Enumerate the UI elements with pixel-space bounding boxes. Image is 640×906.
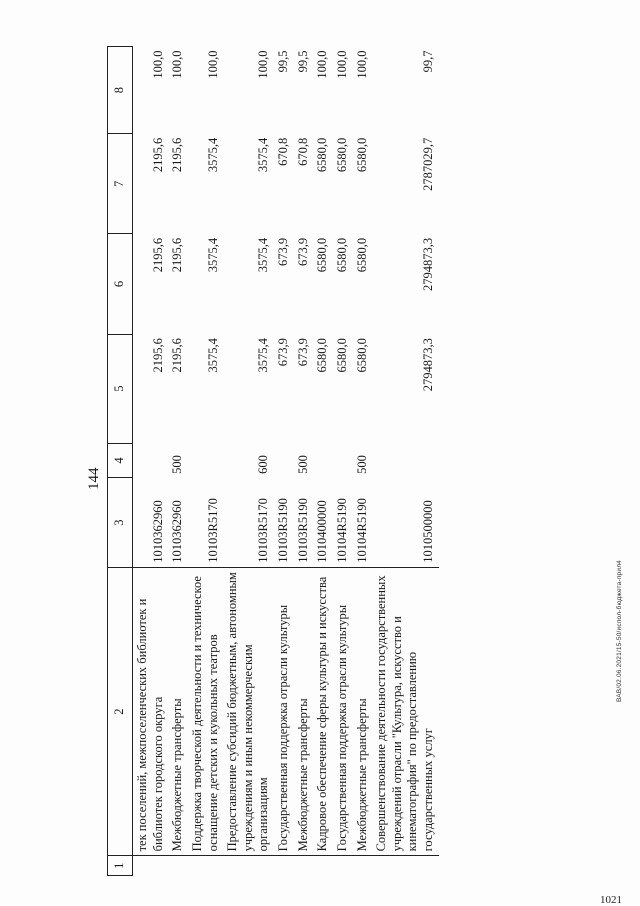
row-spacer-cell <box>133 856 169 876</box>
row-value-7-cell: 3575,4 <box>256 137 271 173</box>
row-value-8-cell: 100,0 <box>150 50 165 79</box>
row-code-cell: 1010362960 <box>170 500 185 563</box>
row-value-8-cell: 99,5 <box>276 50 290 73</box>
table-row <box>168 47 188 876</box>
row-value-7-cell: 2787029,7 <box>421 137 435 191</box>
row-value-6-cell: 6580,0 <box>354 237 369 273</box>
row-value-8-cell: 100,0 <box>315 50 330 79</box>
row-type-cell <box>333 443 353 478</box>
row-spacer-cell <box>274 856 294 876</box>
table-row <box>294 47 314 876</box>
row-value-6-cell: 2794873,3 <box>421 237 435 292</box>
row-code-cell: 1010500000 <box>421 500 435 563</box>
row-value-8-cell: 100,0 <box>354 50 369 79</box>
col-header-5: 5 <box>108 334 133 443</box>
table-row <box>333 47 353 876</box>
row-spacer-cell <box>353 856 373 876</box>
row-spacer-cell <box>333 856 353 876</box>
row-spacer-cell <box>188 856 223 876</box>
row-value-6-cell: 3575,4 <box>205 237 220 273</box>
col-header-6: 6 <box>108 234 133 334</box>
row-value-8-cell: 100,0 <box>170 50 185 79</box>
row-value-6-cell: 673,9 <box>295 237 310 267</box>
row-name-cell: Межбюджетные трансферты <box>168 567 188 856</box>
rotated-page <box>60 10 580 890</box>
row-type-cell <box>313 443 333 478</box>
header-row <box>108 47 133 876</box>
table-row <box>372 47 439 876</box>
table-row <box>313 47 333 876</box>
table-body <box>133 47 439 876</box>
row-value-5-cell: 3575,4 <box>256 338 271 373</box>
row-code-cell: 10103R5190 <box>295 498 310 563</box>
row-name-cell: Кадровое обеспечение сферы культуры и искусства <box>313 567 333 856</box>
row-code-cell: 10104R5190 <box>354 498 369 563</box>
row-value-7-cell: 670,8 <box>295 137 310 166</box>
table-row <box>133 47 169 876</box>
row-name-cell: Поддержка творческой деятельности и техническое оснащение детских и кукольных театров <box>188 567 223 856</box>
row-value-5-cell: 6580,0 <box>334 338 349 373</box>
col-header-1: 1 <box>108 856 133 876</box>
row-name-cell: тек поселений, межпоселенческих библиотек и библиотек городского округа <box>133 567 169 856</box>
row-value-5-cell: 2195,6 <box>170 338 185 373</box>
row-name-cell: Государственная поддержка отрасли культуры <box>274 567 294 856</box>
row-value-5-cell: 673,9 <box>295 338 310 367</box>
footer-code: ВАВ/02.06.2021/15-50/испол-бюджета-прил4 <box>616 560 623 703</box>
row-value-7-cell: 670,8 <box>276 137 290 166</box>
row-code-cell: 1010400000 <box>315 500 330 563</box>
row-name-cell: Предоставление субсидий бюджетным, автономным учреждениям и иным некоммерческим организациям <box>223 567 274 856</box>
row-type-cell: 500 <box>170 455 185 474</box>
table-header <box>108 47 133 876</box>
row-value-6-cell: 673,9 <box>276 237 290 267</box>
row-value-7-cell: 6580,0 <box>315 137 330 173</box>
row-value-5-cell: 3575,4 <box>205 338 220 373</box>
row-code-cell: 1010362960 <box>150 500 165 563</box>
row-value-5-cell: 6580,0 <box>354 338 369 373</box>
row-value-8-cell: 99,7 <box>421 50 435 73</box>
row-value-6-cell: 3575,4 <box>256 237 271 273</box>
page-number: 144 <box>86 467 102 490</box>
col-header-8: 8 <box>108 47 133 134</box>
row-value-5-cell: 673,9 <box>276 338 290 367</box>
row-value-5-cell: 2195,6 <box>150 338 165 373</box>
col-header-3: 3 <box>108 478 133 567</box>
table-row <box>223 47 274 876</box>
row-spacer-cell <box>313 856 333 876</box>
row-type-cell: 500 <box>295 455 310 474</box>
row-value-6-cell: 2195,6 <box>170 237 185 273</box>
table-wrapper <box>107 46 439 876</box>
row-value-8-cell: 100,0 <box>205 50 220 79</box>
row-value-5-cell: 2794873,3 <box>421 338 435 392</box>
row-type-cell <box>274 443 294 478</box>
row-value-7-cell: 2195,6 <box>150 137 165 173</box>
row-name-cell: Государственная поддержка отрасли культуры <box>333 567 353 856</box>
row-value-8-cell: 99,5 <box>295 50 310 73</box>
row-code-cell: 10104R5190 <box>334 498 349 563</box>
row-value-6-cell: 6580,0 <box>334 237 349 273</box>
row-code-cell: 10103R5170 <box>205 498 220 563</box>
row-type-cell: 600 <box>256 455 271 474</box>
row-name-cell: Совершенствование деятельности государственных учреждений отрасли "Культура, искусство и кинематография" по предоставлению государственных услуг <box>372 567 439 856</box>
row-value-6-cell: 2195,6 <box>150 237 165 273</box>
row-type-cell <box>188 443 223 478</box>
row-value-7-cell: 6580,0 <box>354 137 369 173</box>
row-value-7-cell: 2195,6 <box>170 137 185 173</box>
col-header-7: 7 <box>108 134 133 234</box>
row-spacer-cell <box>294 856 314 876</box>
table-row <box>188 47 223 876</box>
row-name-cell: Межбюджетные трансферты <box>353 567 373 856</box>
row-spacer-cell <box>372 856 439 876</box>
row-name-cell: Межбюджетные трансферты <box>294 567 314 856</box>
budget-table <box>107 46 439 876</box>
row-type-cell <box>372 443 439 478</box>
row-value-8-cell: 100,0 <box>334 50 349 79</box>
row-type-cell: 500 <box>354 455 369 474</box>
row-spacer-cell <box>168 856 188 876</box>
col-header-2: 2 <box>108 567 133 856</box>
corner-number: 1021 <box>600 894 622 906</box>
row-value-7-cell: 3575,4 <box>205 137 220 173</box>
row-value-5-cell: 6580,0 <box>315 338 330 373</box>
row-type-cell <box>133 443 169 478</box>
row-code-cell: 10103R5190 <box>276 498 290 563</box>
row-code-cell: 10103R5170 <box>256 498 271 563</box>
table-row <box>274 47 294 876</box>
row-value-8-cell: 100,0 <box>256 50 271 79</box>
row-spacer-cell <box>223 856 274 876</box>
row-value-6-cell: 6580,0 <box>315 237 330 273</box>
row-value-7-cell: 6580,0 <box>334 137 349 173</box>
table-row <box>353 47 373 876</box>
col-header-4: 4 <box>108 443 133 478</box>
